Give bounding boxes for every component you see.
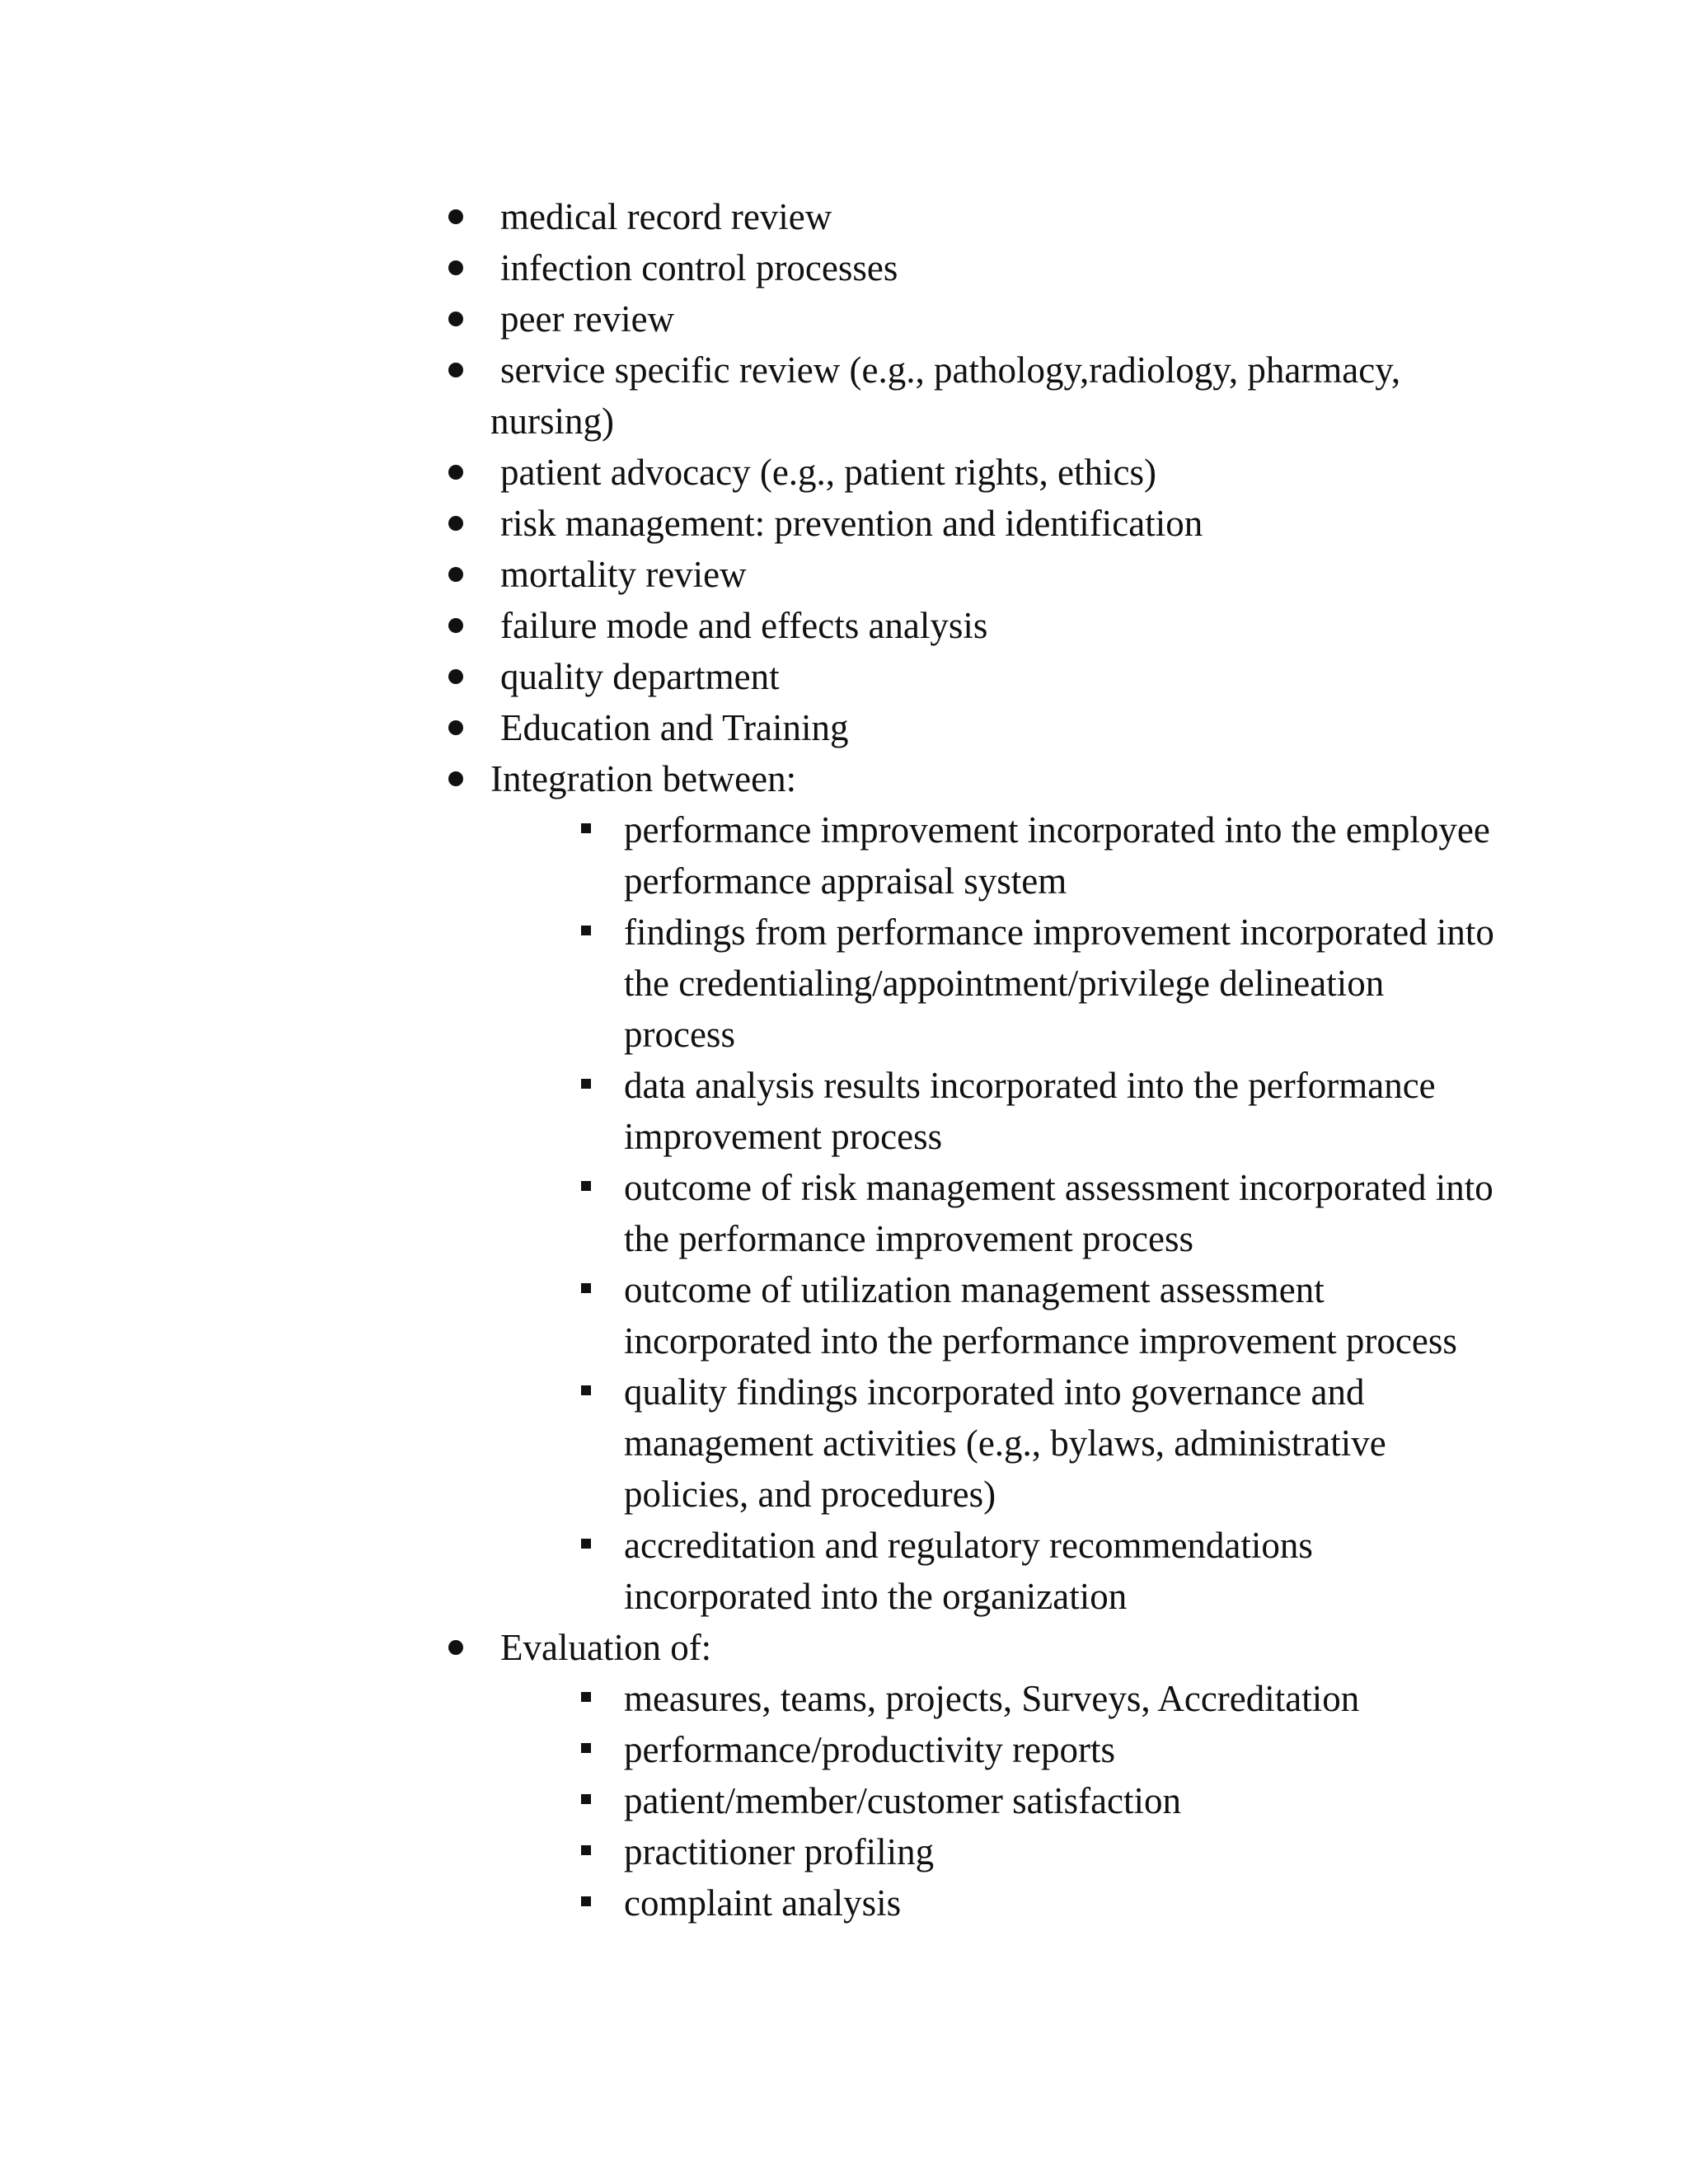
list-item-integration — [429, 753, 1500, 1622]
sublist-item-text: data analysis results incorporated into the performance improvement process — [624, 1065, 1436, 1157]
square-bullet-icon — [581, 1896, 591, 1906]
list-item-text: quality department — [500, 656, 780, 697]
sublist-item-text: outcome of utilization management assessment incorporated into the performance improvement process — [624, 1269, 1457, 1361]
sublist-item-text: practitioner profiling — [624, 1831, 935, 1872]
bullet-icon — [448, 567, 463, 582]
sublist-item-text: findings from performance improvement incorporated into the credentialing/appointment/privilege delineation process — [624, 912, 1494, 1055]
sublist-item-text: outcome of risk management assessment incorporated into the performance improvement process — [624, 1167, 1493, 1259]
bullet-icon — [448, 363, 463, 377]
bullet-icon — [448, 669, 463, 684]
list-item-text: medical record review — [500, 196, 832, 237]
list-item — [429, 702, 1500, 753]
bullet-list — [429, 191, 1500, 1929]
sublist-item-text: accreditation and regulatory recommendations incorporated into the organization — [624, 1525, 1313, 1617]
sublist-item — [581, 1673, 1500, 1724]
list-item-text: service specific review (e.g., pathology,radiology, pharmacy, nursing) — [490, 349, 1401, 442]
bullet-icon — [448, 209, 463, 224]
bullet-icon — [448, 618, 463, 633]
sublist-item-text: measures, teams, projects, Surveys, Accreditation — [624, 1678, 1360, 1719]
list-item-text: failure mode and effects analysis — [500, 605, 988, 646]
sublist-item — [581, 1877, 1500, 1929]
square-bullet-icon — [581, 823, 591, 833]
sublist-item-text: quality findings incorporated into governance and management activities (e.g., bylaws, administrative policies, and procedures) — [624, 1371, 1386, 1515]
sublist-item — [581, 1826, 1500, 1877]
list-item — [429, 651, 1500, 702]
document-content — [429, 191, 1500, 1929]
list-item — [429, 549, 1500, 600]
sublist-item — [581, 804, 1500, 907]
square-bullet-icon — [581, 926, 591, 935]
bullet-icon — [448, 771, 463, 786]
square-bullet-icon — [581, 1181, 591, 1191]
bullet-icon — [448, 312, 463, 326]
list-item-evaluation — [429, 1622, 1500, 1929]
square-bullet-icon — [581, 1385, 591, 1395]
sublist-item-text: patient/member/customer satisfaction — [624, 1780, 1182, 1821]
bullet-icon — [448, 1640, 463, 1655]
square-bullet-icon — [581, 1079, 591, 1089]
evaluation-sublist — [581, 1673, 1500, 1929]
sublist-item-text: complaint analysis — [624, 1882, 902, 1924]
list-item — [429, 191, 1500, 242]
list-item — [429, 447, 1500, 498]
square-bullet-icon — [581, 1539, 591, 1549]
sublist-item — [581, 1724, 1500, 1775]
list-item — [429, 293, 1500, 344]
bullet-icon — [448, 465, 463, 480]
list-item-text: Integration between: — [490, 758, 797, 799]
sublist-item-text: performance improvement incorporated into the employee performance appraisal system — [624, 809, 1490, 902]
list-item — [429, 600, 1500, 651]
list-item-text: Evaluation of: — [500, 1627, 712, 1668]
list-item-text: risk management: prevention and identification — [500, 503, 1203, 544]
list-item-text: mortality review — [500, 554, 747, 595]
list-item — [429, 242, 1500, 293]
bullet-icon — [448, 260, 463, 275]
sublist-item — [581, 1264, 1500, 1366]
bullet-icon — [448, 516, 463, 531]
sublist-item — [581, 1162, 1500, 1264]
sublist-item — [581, 1060, 1500, 1162]
square-bullet-icon — [581, 1283, 591, 1293]
list-item-text: peer review — [500, 298, 675, 340]
square-bullet-icon — [581, 1692, 591, 1702]
list-item — [429, 344, 1500, 447]
list-item — [429, 498, 1500, 549]
square-bullet-icon — [581, 1743, 591, 1753]
integration-sublist — [581, 804, 1500, 1622]
sublist-item — [581, 1366, 1500, 1520]
list-item-text: infection control processes — [500, 247, 898, 288]
square-bullet-icon — [581, 1794, 591, 1804]
list-item-text: patient advocacy (e.g., patient rights, ethics) — [500, 452, 1156, 493]
list-item-text: Education and Training — [500, 707, 849, 748]
bullet-icon — [448, 720, 463, 735]
square-bullet-icon — [581, 1845, 591, 1855]
sublist-item — [581, 907, 1500, 1060]
sublist-item-text: performance/productivity reports — [624, 1729, 1116, 1770]
sublist-item — [581, 1775, 1500, 1826]
sublist-item — [581, 1520, 1500, 1622]
